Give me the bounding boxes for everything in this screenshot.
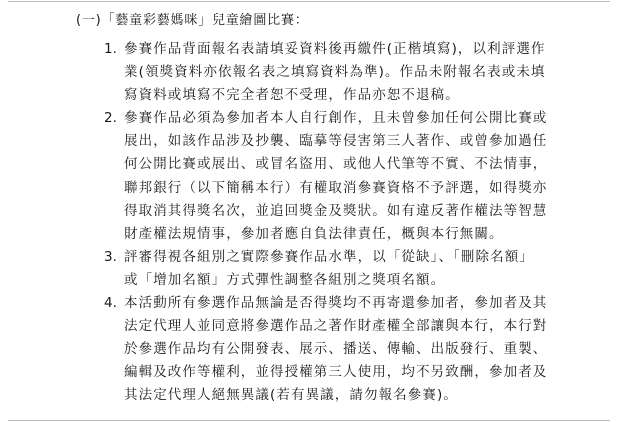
rule-number: 2. — [104, 110, 117, 127]
rule-number: 3. — [104, 248, 117, 265]
rule-text — [124, 107, 564, 246]
rule-text-line: 於參選作品均有公開發表、展示、播送、傳輸、出版發行、重製、 — [124, 341, 548, 358]
rule-text-line: 參賽作品必須為參加者本人自行創作，且未曾參加任何公開比賽或 — [124, 110, 548, 127]
rule-item-4 — [104, 292, 564, 407]
rule-text-line: 其法定代理人絕無異議(若有異議，請勿報名參賽)。 — [124, 387, 458, 404]
top-rule-divider — [8, 1, 610, 2]
rule-item-2 — [104, 107, 564, 246]
rule-number: 1. — [104, 41, 117, 57]
rule-number: 4. — [104, 295, 117, 312]
rule-text-line: 財產權法規情事，參加者應自負法律責任，概與本行無關。 — [124, 225, 504, 242]
bottom-rule-divider — [8, 420, 610, 421]
rule-text-line: 得取消其得獎名次，並追回獎金及獎狀。如有違反著作權法等智慧 — [124, 202, 548, 219]
rule-text-line: 評審得視各組別之實際參賽作品水準，以「從缺」、「刪除名額」 — [124, 248, 534, 265]
rules-list — [104, 38, 564, 408]
rule-text-line: 法定代理人並同意將參選作品之著作財產權全部讓與本行，本行對 — [124, 318, 548, 335]
rule-text-line: 何公開比賽或展出、或冒名盜用、或他人代筆等不實、不法情事， — [124, 156, 548, 173]
rule-text-line: 編輯及改作等權利，並得授權第三人使用，均不另致酬，參加者及 — [124, 364, 548, 381]
rule-text-line: 或「增加名額」方式彈性調整各組別之獎項名額。 — [124, 271, 446, 288]
rule-text-line: 聯邦銀行（以下簡稱本行）有權取消參賽資格不予評選，如得獎亦 — [124, 179, 548, 196]
rule-text-line: 本活動所有參選作品無論是否得獎均不再寄還參加者，參加者及其 — [124, 295, 548, 312]
rule-text-line: 業(領獎資料亦依報名表之填寫資料為準)。作品未附報名表或未填 — [124, 64, 546, 81]
rule-item-1 — [104, 38, 564, 107]
section-heading: (一)「藝童彩藝媽咪」兒童繪圖比賽： — [76, 13, 309, 28]
rule-text — [124, 38, 564, 107]
rule-text-line: 展出，如該作品涉及抄襲、臨摹等侵害第三人著作、或曾參加過任 — [124, 133, 548, 150]
rule-text — [124, 292, 564, 407]
rule-text-line: 參賽作品背面報名表請填妥資料後再繳件(正楷填寫)，以利評選作 — [124, 41, 546, 57]
rule-text — [124, 246, 564, 292]
rule-item-3 — [104, 246, 564, 292]
rule-text-line: 寫資料或填寫不完全者恕不受理，作品亦恕不退稿。 — [124, 87, 460, 104]
